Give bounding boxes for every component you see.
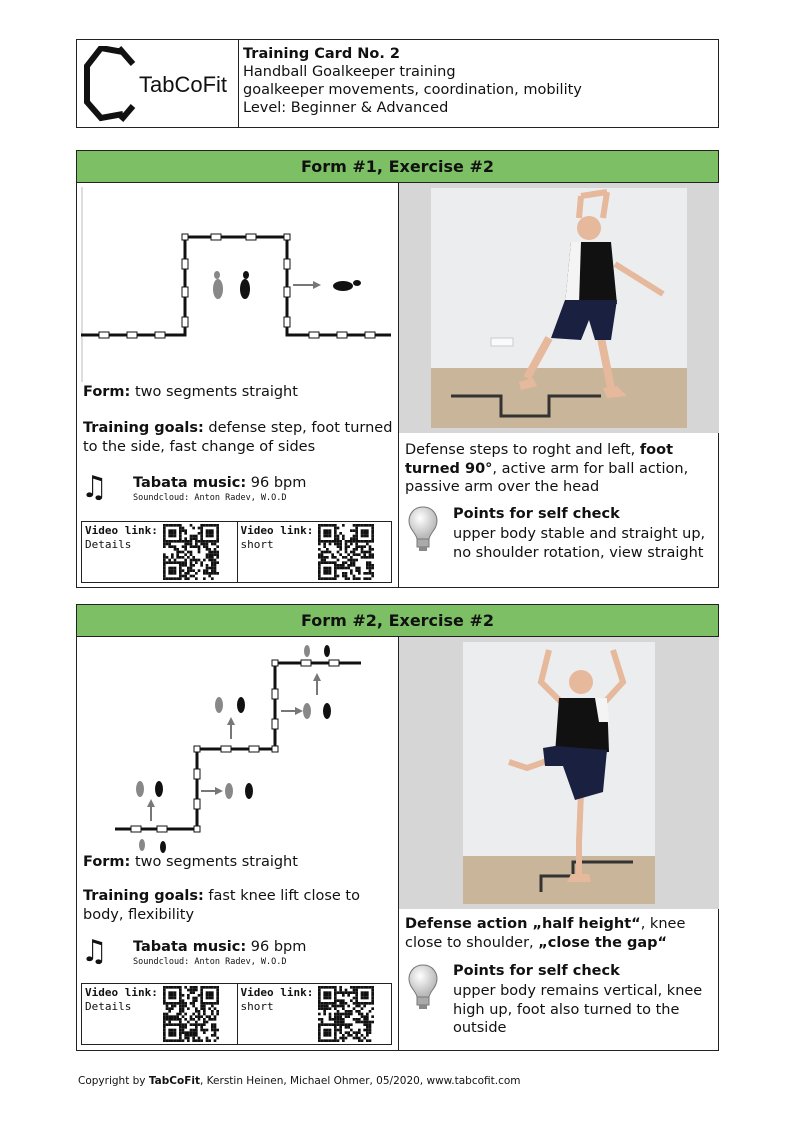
- video-link-details[interactable]: Video link: Details: [82, 984, 237, 1044]
- lightbulb-icon: [407, 963, 439, 1011]
- card-title: Training Card No. 2: [243, 46, 400, 62]
- exercise-description: Defense steps to roght and left, foot turned 90°, active arm for ball action, passive arm over the head: [405, 442, 689, 495]
- music-note-icon: ♫: [81, 470, 108, 505]
- footprint-turned-icon: [333, 280, 361, 291]
- floor-marking-diagram: [81, 187, 393, 382]
- floor-marking-diagram: [81, 639, 393, 859]
- self-check-text: upper body stable and straight up, no shoulder rotation, view straight: [453, 526, 706, 561]
- form-section-1: [76, 150, 719, 588]
- footer-copyright: Copyright by TabCoFit, Kerstin Heinen, Michael Ohmer, 05/2020, www.tabcofit.com: [78, 1075, 521, 1087]
- form-section-2: [76, 604, 719, 1051]
- form-title: Form #1, Exercise #2: [77, 151, 718, 183]
- tabata-music: Tabata music: 96 bpm: [133, 939, 307, 955]
- card-level: Level: Beginner & Advanced: [243, 100, 449, 116]
- form-description: Form: two segments straight: [83, 854, 298, 870]
- logo-hexagon-icon: [83, 46, 233, 122]
- exercise-photo: [463, 642, 655, 904]
- soundcloud-credit: Soundcloud: Anton Radev, W.O.D: [133, 493, 287, 503]
- video-links: [81, 521, 392, 583]
- qr-code-icon[interactable]: [163, 986, 219, 1042]
- qr-code-icon[interactable]: [163, 524, 219, 580]
- video-link-short[interactable]: Video link: short: [237, 984, 393, 1044]
- exercise-photo-area: [399, 183, 719, 433]
- training-goals: Training goals: defense step, foot turned to the side, fast change of sides: [83, 420, 393, 455]
- form-description: Form: two segments straight: [83, 384, 298, 400]
- logo-text: TabCoFit: [139, 72, 228, 97]
- exercise-description: Defense action „half height“, knee close to shoulder, „close the gap“: [405, 916, 686, 951]
- qr-code-icon[interactable]: [318, 524, 374, 580]
- video-link-short[interactable]: Video link: short: [237, 522, 393, 582]
- self-check-title: Points for self check: [453, 963, 620, 979]
- exercise-photo-area: [399, 637, 719, 909]
- footprint-icon: [213, 271, 250, 299]
- header-info: [243, 45, 582, 117]
- soundcloud-credit: Soundcloud: Anton Radev, W.O.D: [133, 957, 287, 967]
- music-note-icon: ♫: [81, 934, 108, 969]
- card-focus: goalkeeper movements, coordination, mobility: [243, 82, 582, 98]
- lightbulb-icon: [407, 505, 439, 553]
- header: [76, 39, 719, 128]
- logo: [77, 40, 239, 127]
- self-check-text: upper body remains vertical, knee high up, foot also turned to the outside: [453, 983, 703, 1036]
- tabata-music: Tabata music: 96 bpm: [133, 475, 307, 491]
- self-check-title: Points for self check: [453, 506, 620, 522]
- exercise-photo: [431, 188, 687, 428]
- video-links: [81, 983, 392, 1045]
- form-title: Form #2, Exercise #2: [77, 605, 718, 637]
- video-link-details[interactable]: Video link: Details: [82, 522, 237, 582]
- qr-code-icon[interactable]: [318, 986, 374, 1042]
- card-subtitle: Handball Goalkeeper training: [243, 64, 456, 80]
- training-goals: Training goals: fast knee lift close to body, flexibility: [83, 888, 360, 923]
